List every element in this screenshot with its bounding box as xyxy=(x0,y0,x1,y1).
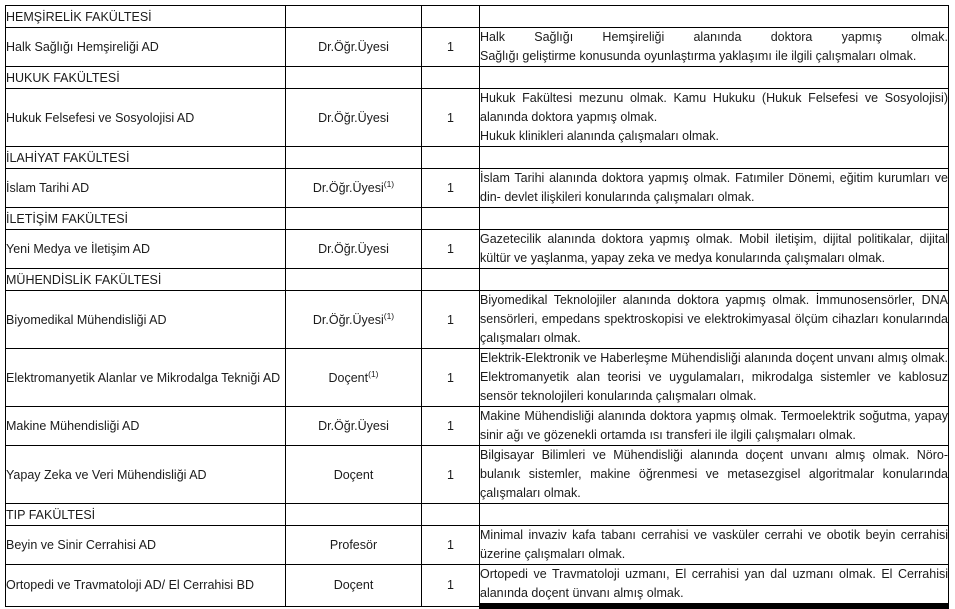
academic-title xyxy=(286,230,422,269)
academic-title-label: Doçent xyxy=(333,578,374,593)
requirement-paragraph: Hukuk klinikleri alanında çalışmaları olmak. xyxy=(480,129,719,143)
empty-requirements-cell xyxy=(480,269,949,291)
requirements-cell xyxy=(480,169,949,208)
faculty-section-row xyxy=(6,6,949,28)
department-name: İslam Tarihi AD xyxy=(6,169,286,208)
position-row xyxy=(6,28,949,67)
empty-count-cell xyxy=(422,67,480,89)
positions-table-body xyxy=(6,6,949,607)
academic-title-label: Dr.Öğr.Üyesi xyxy=(312,312,384,327)
faculty-section-row xyxy=(6,208,949,230)
requirement-paragraph: Hukuk Fakültesi mezunu olmak. Kamu Hukuku (Hukuk Felsefesi ve Sosyolojisi) alanında doktora yapmış olmak. xyxy=(480,91,948,124)
empty-title-cell xyxy=(286,147,422,169)
requirement-paragraph: Makine Mühendisliği alanında doktora yapmış olmak. Termoelektrik soğutma, yapay sinir ağı ve gözenekli ortamda ısı transferi ile ilgili çalışmaları olmak. xyxy=(480,409,948,442)
academic-title xyxy=(286,169,422,208)
requirement-paragraph: Elektrik-Elektronik ve Haberleşme Mühendisliği alanında doçent unvanı almış olmak. Elektromanyetik alan teorisi ve uygulamaları, mikrodalga sistemler ve kablosuz sensör teknolojileri konularında çalışmaları olmak. xyxy=(480,351,948,403)
department-name: Hukuk Felsefesi ve Sosyolojisi AD xyxy=(6,89,286,147)
academic-title xyxy=(286,89,422,147)
requirement-paragraph: İslam Tarihi alanında doktora yapmış olmak. Fatımiler Dönemi, eğitim kurumları ve din- devlet ilişkileri konularında çalışmaları olmak. xyxy=(480,171,948,204)
requirement-paragraph: Halk Sağlığı Hemşireliği alanında doktora yapmış olmak. xyxy=(480,30,948,44)
empty-title-cell xyxy=(286,208,422,230)
empty-count-cell xyxy=(422,147,480,169)
department-name: Ortopedi ve Travmatoloji AD/ El Cerrahisi BD xyxy=(6,565,286,607)
faculty-section-row xyxy=(6,67,949,89)
position-count: 1 xyxy=(422,349,480,407)
position-count: 1 xyxy=(422,446,480,504)
empty-requirements-cell xyxy=(480,504,949,526)
position-count: 1 xyxy=(422,28,480,67)
academic-title xyxy=(286,349,422,407)
empty-count-cell xyxy=(422,208,480,230)
academic-title-label: Dr.Öğr.Üyesi xyxy=(318,110,389,125)
academic-title-label: Dr.Öğr.Üyesi xyxy=(312,181,384,195)
title-footnote-marker: (1) xyxy=(383,178,395,189)
requirements-cell xyxy=(480,565,949,607)
position-row xyxy=(6,565,949,607)
position-count: 1 xyxy=(422,89,480,147)
title-footnote-marker: (1) xyxy=(368,368,379,379)
academic-title xyxy=(286,291,422,349)
academic-title-label: Profesör xyxy=(329,538,378,552)
requirements-cell xyxy=(480,407,949,446)
academic-title-label: Doçent xyxy=(333,467,374,482)
academic-title xyxy=(286,407,422,446)
requirements-cell xyxy=(480,446,949,504)
position-count: 1 xyxy=(422,407,480,446)
title-footnote-marker: (1) xyxy=(383,310,395,321)
position-count: 1 xyxy=(422,169,480,208)
empty-title-cell xyxy=(286,6,422,28)
empty-title-cell xyxy=(286,504,422,526)
position-row xyxy=(6,291,949,349)
academic-title-label: Dr.Öğr.Üyesi xyxy=(318,40,389,54)
empty-requirements-cell xyxy=(480,147,949,169)
position-row xyxy=(6,407,949,446)
requirements-cell xyxy=(480,89,949,147)
faculty-name: İLAHİYAT FAKÜLTESİ xyxy=(6,147,286,169)
faculty-section-row xyxy=(6,147,949,169)
department-name: Elektromanyetik Alanlar ve Mikrodalga Tekniği AD xyxy=(6,349,286,407)
requirements-cell xyxy=(480,28,949,67)
empty-count-cell xyxy=(422,504,480,526)
faculty-section-row xyxy=(6,269,949,291)
position-count: 1 xyxy=(422,230,480,269)
empty-title-cell xyxy=(286,269,422,291)
academic-title xyxy=(286,28,422,67)
department-name: Yapay Zeka ve Veri Mühendisliği AD xyxy=(6,446,286,504)
position-row xyxy=(6,89,949,147)
faculty-name: HEMŞİRELİK FAKÜLTESİ xyxy=(6,6,286,28)
faculty-name: MÜHENDİSLİK FAKÜLTESİ xyxy=(6,269,286,291)
faculty-section-row xyxy=(6,504,949,526)
department-name: Makine Mühendisliği AD xyxy=(6,407,286,446)
department-name: Halk Sağlığı Hemşireliği AD xyxy=(6,28,286,67)
requirement-paragraph: Minimal invaziv kafa tabanı cerrahisi ve vasküler cerrahi ve obotik beyin cerrahisi üzerine çalışmaları olmak. xyxy=(480,528,948,561)
academic-title xyxy=(286,565,422,607)
department-name: Beyin ve Sinir Cerrahisi AD xyxy=(6,526,286,565)
empty-title-cell xyxy=(286,67,422,89)
requirement-paragraph: Gazetecilik alanında doktora yapmış olmak. Mobil iletişim, dijital politikalar, dijital kültür ve yaşlanma, yapay zeka ve medya konularında çalışmaları olmak. xyxy=(480,232,948,265)
empty-requirements-cell xyxy=(480,67,949,89)
academic-title-label: Dr.Öğr.Üyesi xyxy=(318,419,389,433)
academic-title xyxy=(286,446,422,504)
requirement-paragraph: Bilgisayar Bilimleri ve Mühendisliği alanında doçent unvanı almış olmak. Nöro-bulanık sistemler, makine öğrenmesi ve metasezgisel algoritmalar konularında çalışmaları olmak. xyxy=(480,448,948,500)
department-name: Biyomedikal Mühendisliği AD xyxy=(6,291,286,349)
academic-positions-table xyxy=(5,5,949,609)
academic-title-label: Doçent xyxy=(328,370,369,385)
academic-title xyxy=(286,526,422,565)
position-row xyxy=(6,446,949,504)
faculty-name: İLETİŞİM FAKÜLTESİ xyxy=(6,208,286,230)
requirements-cell xyxy=(480,349,949,407)
position-row xyxy=(6,526,949,565)
position-count: 1 xyxy=(422,291,480,349)
academic-title-label: Dr.Öğr.Üyesi xyxy=(318,242,389,256)
position-row xyxy=(6,169,949,208)
faculty-name: HUKUK FAKÜLTESİ xyxy=(6,67,286,89)
empty-count-cell xyxy=(422,6,480,28)
position-count: 1 xyxy=(422,565,480,607)
requirement-paragraph: Sağlığı geliştirme konusunda oyunlaştırma yaklaşımı ile ilgili çalışmaları olmak. xyxy=(480,49,917,63)
faculty-name: TIP FAKÜLTESİ xyxy=(6,504,286,526)
department-name: Yeni Medya ve İletişim AD xyxy=(6,230,286,269)
requirements-cell xyxy=(480,230,949,269)
position-row xyxy=(6,230,949,269)
requirement-paragraph: Biyomedikal Teknolojiler alanında doktora yapmış olmak. İmmunosensörler, DNA sensörleri, empedans spektroskopisi ve elektrokimyasal ölçüm cihazları konularında çalışmaları olmak. xyxy=(480,293,948,345)
position-row xyxy=(6,349,949,407)
empty-requirements-cell xyxy=(480,6,949,28)
requirements-cell xyxy=(480,291,949,349)
empty-requirements-cell xyxy=(480,208,949,230)
requirement-paragraph: Ortopedi ve Travmatoloji uzmanı, El cerrahisi yan dal uzmanı olmak. El Cerrahisi alanında doçent ünvanı almış olmak. xyxy=(480,567,948,600)
empty-count-cell xyxy=(422,269,480,291)
position-count: 1 xyxy=(422,526,480,565)
requirements-cell xyxy=(480,526,949,565)
